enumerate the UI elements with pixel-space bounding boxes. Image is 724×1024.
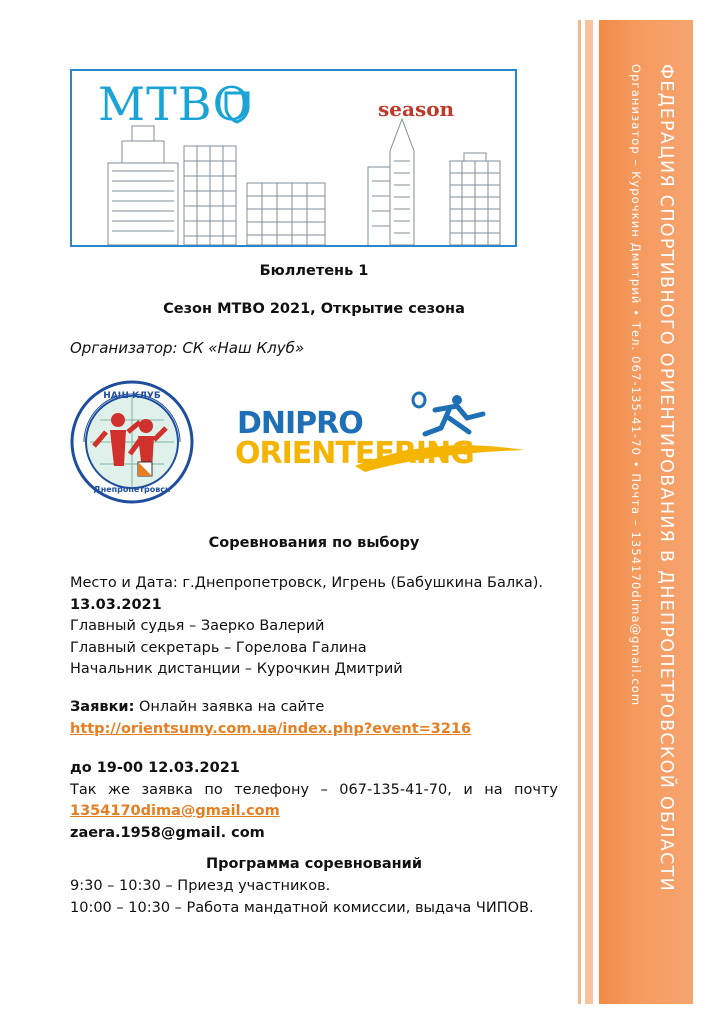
dnipro-text: DNIPRO [237,406,363,441]
applications-text: Онлайн заявка на сайте [134,699,325,715]
season-title: Сезон МТВО 2021, Открытие сезона [163,301,465,317]
sidebar-edge-line [578,20,581,1004]
program-heading: Программа соревнований [206,856,422,872]
applications-block [70,697,558,740]
registration-link[interactable]: http://orientsumy.com.ua/index.php?event=3216 [70,720,472,737]
date-line: 13.03.2021 [70,596,162,613]
club-logo [70,380,195,505]
organizer-line: Организатор: СК «Наш Клуб» [70,339,305,357]
bulletin-title: Бюллетень 1 [259,263,369,279]
program-list [70,876,558,919]
sidebar-edge-band [585,20,593,1004]
second-email: zaera.1958@gmail. com [70,824,265,841]
banner-season: season [378,97,455,121]
program-item: 10:00 – 10:30 – Работа мандатной комиссии, выдача ЧИПОВ. [70,899,534,916]
orienteering-text: ORIENTEERING [235,436,474,471]
deadline-line: до 19-00 12.03.2021 [70,760,240,776]
club-logo-bottom-text: Днепропетровск [93,485,171,494]
banner-title: МТВО [98,77,252,131]
federation-title: ФЕДЕРАЦИЯ СПОРТИВНОГО ОРИЕНТИРОВАНИЯ В ДНЕПРОПЕТРОВСКОЙ ОБЛАСТИ [656,64,676,892]
season-banner [70,69,517,247]
alt-application-line: Так же заявка по телефону – 067-135-41-70, и на почту [70,781,558,798]
judge-line: Главный судья – Заерко Валерий [70,618,325,634]
logos-row [70,380,520,505]
secretary-line: Главный секретарь – Горелова Галина [70,639,367,656]
course-chief-line: Начальник дистанции – Курочкин Дмитрий [70,661,403,677]
applications-label: Заявки: [70,699,135,715]
dnipro-orienteering-logo [235,388,525,498]
place-line: Место и Дата: г.Днепропетровск, Игрень (Бабушкина Балка). [70,575,544,591]
federation-contacts: Организатор – Курочкин Дмитрий • Тел. 067-135-41-70 • Почта – 1354170dima@gmail.com [629,64,643,707]
email-link[interactable]: 1354170dima@gmail.com [70,803,280,819]
competition-details [70,573,558,681]
club-logo-top-text: НАШ КЛУБ [103,391,161,401]
sidebar-bar [599,20,693,1004]
applications-line [70,697,558,719]
deadline-block [70,758,558,844]
competition-heading: Соревнования по выбору [208,535,420,551]
program-item: 9:30 – 10:30 – Приезд участников. [70,878,331,894]
